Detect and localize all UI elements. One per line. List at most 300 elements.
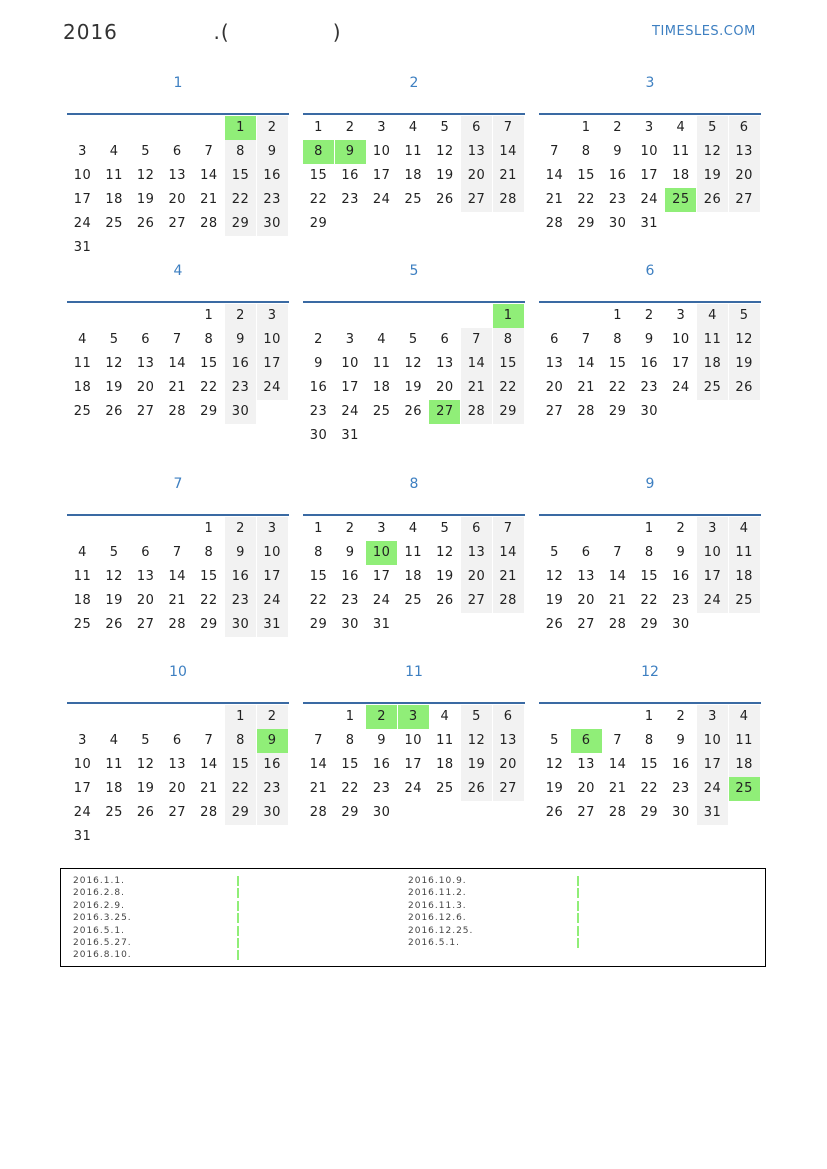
day-cell: 10 <box>697 729 728 753</box>
month-rule <box>67 702 289 704</box>
day-cell: 10 <box>404 733 423 748</box>
month-rule <box>539 702 761 704</box>
day-cell: 26 <box>436 593 454 608</box>
holiday-list-right <box>408 875 473 949</box>
day-cell: 26 <box>136 805 155 820</box>
holiday-marker <box>577 888 579 898</box>
day-cell: 26 <box>404 404 423 419</box>
day-cell: 1 <box>225 705 256 729</box>
holiday-marker <box>577 913 579 923</box>
holiday-marker <box>577 938 579 948</box>
month-title: 9 <box>645 476 655 492</box>
day-cell: 28 <box>168 404 187 419</box>
day-cell: 9 <box>676 545 686 560</box>
day-cell: 11 <box>404 545 423 560</box>
day-cell: 28 <box>608 617 627 632</box>
day-cell: 24 <box>341 404 359 419</box>
day-cell: 22 <box>309 593 328 608</box>
holiday-marker <box>237 913 239 923</box>
day-cell: 18 <box>404 569 423 584</box>
day-cell: 19 <box>136 781 155 796</box>
day-cell: 12 <box>436 545 454 560</box>
day-cell: 24 <box>697 589 728 613</box>
holiday-marker <box>237 926 239 936</box>
day-cell: 15 <box>309 168 328 183</box>
day-cell: 1 <box>314 521 323 536</box>
holiday-marker <box>237 950 239 960</box>
day-cell: 8 <box>345 733 355 748</box>
day-cell: 3 <box>345 332 355 347</box>
day-cell: 15 <box>225 164 256 188</box>
day-cell: 18 <box>729 565 760 589</box>
day-cell: 1 <box>204 308 214 323</box>
day-cell: 31 <box>257 613 288 637</box>
day-cell: 23 <box>372 781 391 796</box>
day-cell: 7 <box>613 733 623 748</box>
day-cell: 1 <box>225 116 256 140</box>
day-cell: 29 <box>309 617 328 632</box>
day-cell: 19 <box>461 753 492 777</box>
day-cell: 16 <box>225 565 256 589</box>
day-cell: 6 <box>729 116 760 140</box>
holiday-date: 2016.3.25. <box>73 913 132 924</box>
day-cell: 14 <box>168 569 187 584</box>
day-cell: 27 <box>461 188 492 212</box>
day-cell: 15 <box>341 757 359 772</box>
month-rule <box>539 113 761 115</box>
day-cell: 17 <box>640 168 659 183</box>
day-cell: 20 <box>136 380 155 395</box>
day-cell: 2 <box>257 116 288 140</box>
day-cell: 12 <box>729 328 760 352</box>
day-cell: 25 <box>436 781 454 796</box>
day-cell: 29 <box>225 212 256 236</box>
day-cell: 2 <box>257 705 288 729</box>
day-cell: 30 <box>672 805 690 820</box>
day-cell: 6 <box>172 733 182 748</box>
day-cell: 21 <box>577 380 595 395</box>
month-title: 6 <box>645 263 655 279</box>
day-cell: 8 <box>644 545 654 560</box>
day-cell: 24 <box>672 380 690 395</box>
day-cell: 16 <box>672 757 690 772</box>
day-cell: 7 <box>581 332 591 347</box>
day-cell: 23 <box>640 380 659 395</box>
day-cell: 4 <box>729 517 760 541</box>
day-cell: 17 <box>73 192 92 207</box>
day-cell: 5 <box>141 733 151 748</box>
day-cell: 4 <box>78 545 87 560</box>
month-rule <box>539 301 761 303</box>
day-cell: 6 <box>581 545 591 560</box>
day-cell: 27 <box>577 805 595 820</box>
day-cell: 10 <box>341 356 359 371</box>
day-cell: 25 <box>729 777 760 801</box>
holiday-date: 2016.12.6. <box>408 913 467 924</box>
day-cell: 31 <box>372 617 391 632</box>
day-cell: 19 <box>545 593 564 608</box>
day-cell: 3 <box>257 517 288 541</box>
day-cell: 18 <box>404 168 423 183</box>
day-cell: 20 <box>136 593 155 608</box>
month-title: 3 <box>645 75 655 91</box>
day-cell: 2 <box>345 120 355 135</box>
day-cell: 20 <box>436 380 454 395</box>
day-cell: 3 <box>377 120 387 135</box>
day-cell: 20 <box>577 781 595 796</box>
day-cell: 21 <box>168 593 187 608</box>
day-cell: 28 <box>493 589 524 613</box>
holiday-date: 2016.5.1. <box>73 925 125 936</box>
day-cell: 10 <box>257 541 288 565</box>
day-cell: 17 <box>257 565 288 589</box>
holiday-marker <box>237 888 239 898</box>
day-cell: 3 <box>377 521 387 536</box>
day-cell: 21 <box>608 593 627 608</box>
day-cell: 2 <box>345 521 355 536</box>
day-cell: 23 <box>341 192 359 207</box>
day-cell: 23 <box>257 777 288 801</box>
day-cell: 13 <box>729 140 760 164</box>
holiday-marker <box>237 938 239 948</box>
day-cell: 13 <box>168 168 187 183</box>
day-cell: 16 <box>672 569 690 584</box>
month-title: 1 <box>173 75 183 91</box>
day-cell: 2 <box>225 304 256 328</box>
holiday-list <box>60 868 766 967</box>
day-cell: 5 <box>550 545 559 560</box>
day-cell: 21 <box>493 565 524 589</box>
day-cell: 26 <box>105 617 123 632</box>
day-cell: 30 <box>257 212 288 236</box>
day-cell: 2 <box>644 308 654 323</box>
day-cell: 12 <box>545 569 564 584</box>
day-cell: 27 <box>168 805 187 820</box>
day-cell: 21 <box>168 380 187 395</box>
holiday-date: 2016.12.25. <box>408 925 474 936</box>
day-cell: 9 <box>314 356 323 371</box>
day-cell: 14 <box>545 168 564 183</box>
day-cell: 13 <box>545 356 564 371</box>
day-cell: 24 <box>640 192 659 207</box>
holiday-date: 2016.1.1. <box>73 876 125 886</box>
day-cell: 1 <box>345 709 355 724</box>
month-rule <box>539 514 761 516</box>
day-cell: 14 <box>168 356 187 371</box>
day-cell: 10 <box>257 328 288 352</box>
day-cell: 4 <box>377 332 387 347</box>
day-cell: 29 <box>640 617 659 632</box>
day-cell: 21 <box>608 781 627 796</box>
day-cell: 26 <box>729 376 760 400</box>
day-cell: 25 <box>73 404 92 419</box>
day-cell: 3 <box>676 308 686 323</box>
day-cell: 4 <box>697 304 728 328</box>
day-cell: 17 <box>697 753 728 777</box>
day-cell: 26 <box>697 188 728 212</box>
day-cell: 17 <box>697 565 728 589</box>
day-cell: 24 <box>372 593 391 608</box>
day-cell: 4 <box>109 733 119 748</box>
day-cell: 1 <box>644 521 654 536</box>
day-cell: 1 <box>314 120 323 135</box>
month-rule <box>303 301 525 303</box>
day-cell: 7 <box>461 328 492 352</box>
day-cell: 17 <box>257 352 288 376</box>
day-cell: 8 <box>613 332 623 347</box>
day-cell: 15 <box>200 569 218 584</box>
day-cell: 3 <box>257 304 288 328</box>
day-cell: 22 <box>608 380 627 395</box>
day-cell: 3 <box>697 705 728 729</box>
day-cell: 12 <box>461 729 492 753</box>
holiday-marker <box>237 901 239 911</box>
day-cell: 7 <box>314 733 323 748</box>
day-cell: 29 <box>200 404 218 419</box>
day-cell: 6 <box>461 116 492 140</box>
day-cell: 17 <box>341 380 359 395</box>
day-cell: 12 <box>697 140 728 164</box>
day-cell: 18 <box>372 380 391 395</box>
day-cell: 15 <box>608 356 627 371</box>
day-cell: 14 <box>608 569 627 584</box>
day-cell: 29 <box>200 617 218 632</box>
day-cell: 29 <box>309 216 328 231</box>
day-cell: 26 <box>461 777 492 801</box>
day-cell: 8 <box>581 144 591 159</box>
day-cell: 9 <box>613 144 623 159</box>
day-cell: 4 <box>109 144 119 159</box>
day-cell: 7 <box>172 332 182 347</box>
day-cell: 16 <box>608 168 627 183</box>
holiday-date: 2016.2.9. <box>73 900 125 911</box>
day-cell: 6 <box>141 545 151 560</box>
day-cell: 22 <box>341 781 359 796</box>
day-cell: 22 <box>200 380 218 395</box>
day-cell: 19 <box>105 593 123 608</box>
day-cell: 21 <box>461 376 492 400</box>
day-cell: 8 <box>225 140 256 164</box>
holiday-marker <box>577 926 579 936</box>
day-cell: 30 <box>225 613 256 637</box>
day-cell: 24 <box>697 777 728 801</box>
day-cell: 1 <box>204 521 214 536</box>
day-cell: 6 <box>461 517 492 541</box>
month-rule <box>303 514 525 516</box>
day-cell: 17 <box>404 757 423 772</box>
day-cell: 29 <box>225 801 256 825</box>
day-cell: 15 <box>309 569 328 584</box>
day-cell: 4 <box>78 332 87 347</box>
day-cell: 9 <box>225 328 256 352</box>
day-cell: 9 <box>257 729 288 753</box>
day-cell: 28 <box>545 216 564 231</box>
day-cell: 28 <box>200 805 218 820</box>
day-cell: 30 <box>341 617 359 632</box>
day-cell: 14 <box>577 356 595 371</box>
month-rule <box>303 702 525 704</box>
day-cell: 13 <box>577 569 595 584</box>
day-cell: 25 <box>372 404 391 419</box>
day-cell: 30 <box>372 805 391 820</box>
day-cell: 13 <box>436 356 454 371</box>
day-cell: 6 <box>141 332 151 347</box>
day-cell: 6 <box>571 729 602 753</box>
day-cell: 30 <box>672 617 690 632</box>
holiday-date: 2016.5.1. <box>408 937 460 948</box>
day-cell: 8 <box>204 545 214 560</box>
day-cell: 4 <box>408 120 418 135</box>
day-cell: 22 <box>309 192 328 207</box>
day-cell: 12 <box>136 757 155 772</box>
day-cell: 13 <box>577 757 595 772</box>
day-cell: 5 <box>697 116 728 140</box>
month-title: 7 <box>173 476 183 492</box>
day-cell: 23 <box>608 192 627 207</box>
day-cell: 24 <box>257 376 288 400</box>
month-rule <box>67 113 289 115</box>
day-cell: 20 <box>461 565 492 589</box>
day-cell: 27 <box>461 589 492 613</box>
day-cell: 4 <box>676 120 686 135</box>
holiday-list-left <box>73 875 132 962</box>
day-cell: 6 <box>172 144 182 159</box>
day-cell: 8 <box>314 545 323 560</box>
day-cell: 18 <box>697 352 728 376</box>
holiday-date: 2016.2.8. <box>73 888 125 899</box>
day-cell: 11 <box>105 168 123 183</box>
day-cell: 4 <box>729 705 760 729</box>
day-cell: 18 <box>436 757 454 772</box>
day-cell: 24 <box>372 192 391 207</box>
day-cell: 10 <box>697 541 728 565</box>
day-cell: 24 <box>404 781 423 796</box>
day-cell: 7 <box>493 116 524 140</box>
day-cell: 5 <box>408 332 418 347</box>
month-title: 11 <box>405 664 423 680</box>
day-cell: 5 <box>550 733 559 748</box>
day-cell: 4 <box>408 521 418 536</box>
day-cell: 23 <box>309 404 328 419</box>
day-cell: 7 <box>613 545 623 560</box>
month-title: 8 <box>409 476 419 492</box>
day-cell: 18 <box>672 168 690 183</box>
holiday-date: 2016.11.3. <box>408 900 467 911</box>
day-cell: 16 <box>341 569 359 584</box>
day-cell: 20 <box>729 164 760 188</box>
day-cell: 25 <box>404 593 423 608</box>
day-cell: 29 <box>608 404 627 419</box>
day-cell: 17 <box>372 168 391 183</box>
day-cell: 30 <box>225 400 256 424</box>
day-cell: 16 <box>640 356 659 371</box>
day-cell: 11 <box>729 541 760 565</box>
holiday-date: 2016.11.2. <box>408 888 467 899</box>
day-cell: 30 <box>309 428 328 443</box>
day-cell: 21 <box>200 781 218 796</box>
day-cell: 31 <box>697 801 728 825</box>
day-cell: 28 <box>461 400 492 424</box>
day-cell: 29 <box>493 400 524 424</box>
day-cell: 13 <box>136 356 155 371</box>
day-cell: 25 <box>729 589 760 613</box>
day-cell: 29 <box>341 805 359 820</box>
day-cell: 19 <box>105 380 123 395</box>
day-cell: 12 <box>136 168 155 183</box>
day-cell: 4 <box>440 709 450 724</box>
site-name: TIMESLES.COM <box>652 24 756 39</box>
day-cell: 8 <box>303 140 334 164</box>
day-cell: 18 <box>105 781 123 796</box>
month-rule <box>67 514 289 516</box>
day-cell: 27 <box>493 777 524 801</box>
day-cell: 15 <box>640 757 659 772</box>
day-cell: 15 <box>493 352 524 376</box>
day-cell: 12 <box>105 569 123 584</box>
day-cell: 27 <box>136 617 155 632</box>
day-cell: 31 <box>640 216 659 231</box>
month-title: 4 <box>173 263 183 279</box>
day-cell: 18 <box>73 593 92 608</box>
day-cell: 25 <box>105 216 123 231</box>
month-title: 5 <box>409 263 419 279</box>
day-cell: 27 <box>577 617 595 632</box>
page-title: 2016 .( ) <box>63 20 342 44</box>
day-cell: 8 <box>644 733 654 748</box>
day-cell: 5 <box>440 120 450 135</box>
day-cell: 14 <box>608 757 627 772</box>
day-cell: 5 <box>141 144 151 159</box>
day-cell: 26 <box>436 192 454 207</box>
day-cell: 28 <box>493 188 524 212</box>
holiday-marker <box>577 876 579 886</box>
day-cell: 7 <box>172 545 182 560</box>
day-cell: 13 <box>461 140 492 164</box>
day-cell: 28 <box>200 216 218 231</box>
day-cell: 28 <box>577 404 595 419</box>
day-cell: 10 <box>73 168 92 183</box>
day-cell: 19 <box>697 164 728 188</box>
day-cell: 7 <box>493 517 524 541</box>
day-cell: 9 <box>345 545 355 560</box>
day-cell: 30 <box>608 216 627 231</box>
day-cell: 11 <box>105 757 123 772</box>
day-cell: 20 <box>493 753 524 777</box>
day-cell: 11 <box>73 356 92 371</box>
day-cell: 24 <box>73 216 92 231</box>
day-cell: 9 <box>377 733 387 748</box>
day-cell: 13 <box>461 541 492 565</box>
day-cell: 31 <box>73 240 92 255</box>
day-cell: 16 <box>341 168 359 183</box>
day-cell: 5 <box>729 304 760 328</box>
day-cell: 2 <box>225 517 256 541</box>
day-cell: 1 <box>644 709 654 724</box>
day-cell: 12 <box>436 144 454 159</box>
day-cell: 22 <box>640 593 659 608</box>
day-cell: 14 <box>493 541 524 565</box>
day-cell: 3 <box>78 144 87 159</box>
day-cell: 25 <box>404 192 423 207</box>
holiday-marker <box>237 876 239 886</box>
day-cell: 8 <box>225 729 256 753</box>
day-cell: 7 <box>550 144 559 159</box>
day-cell: 29 <box>577 216 595 231</box>
day-cell: 7 <box>204 144 214 159</box>
day-cell: 18 <box>729 753 760 777</box>
day-cell: 27 <box>729 188 760 212</box>
day-cell: 11 <box>73 569 92 584</box>
